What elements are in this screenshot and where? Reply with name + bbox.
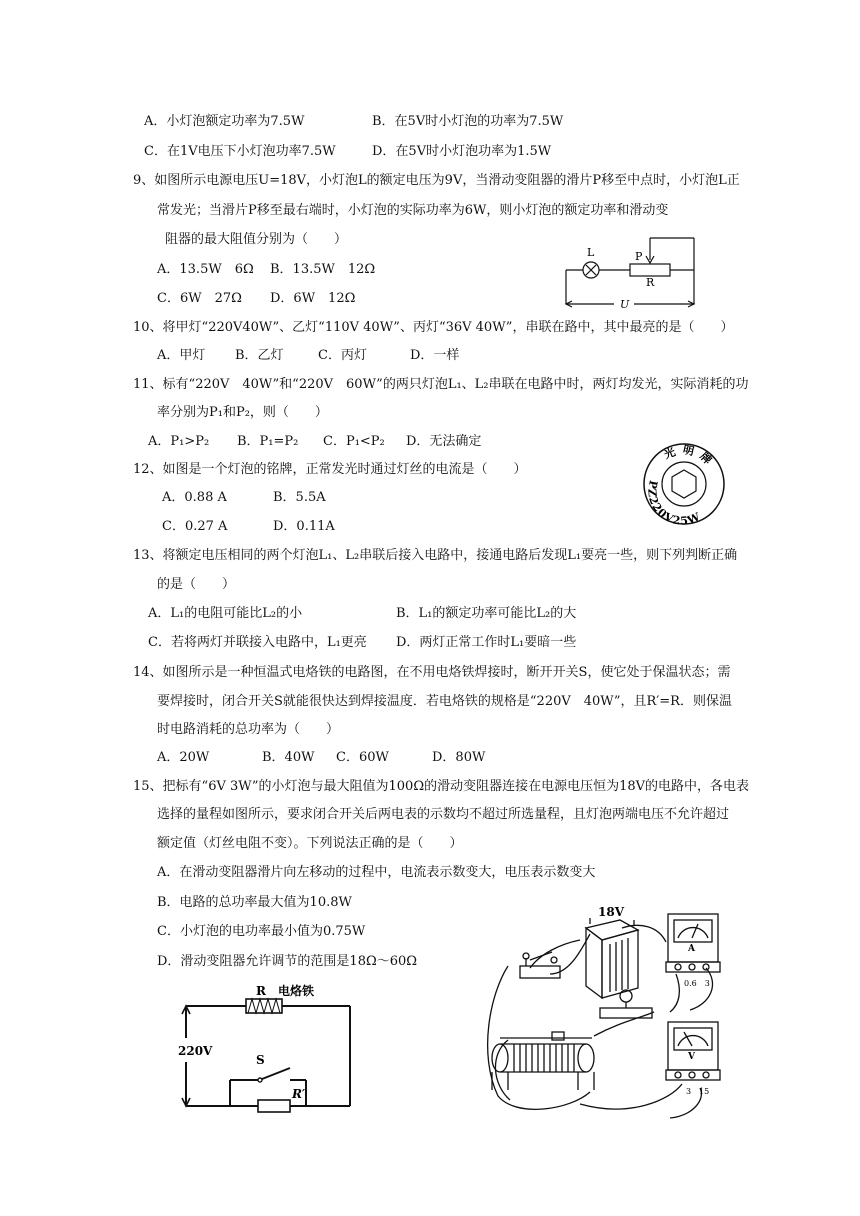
q9-option-c: C．6W 27Ω xyxy=(157,291,242,306)
q11-option-d: D．无法确定 xyxy=(406,434,482,449)
q14-option-d: D．80W xyxy=(432,750,486,765)
q15-text-line-3: 额定值（灯丝电阻不变）。下列说法正确的是（ ） xyxy=(157,836,463,851)
q14-label-resistor: R′ xyxy=(292,1087,306,1101)
q13-option-d: D．两灯正常工作时L₁要暗一些 xyxy=(396,635,577,650)
nameplate-rating: PZ220V25W xyxy=(645,479,703,528)
q15-option-d: D．滑动变阻器允许调节的范围是18Ω～60Ω xyxy=(157,954,418,969)
q8-option-b: B．在5V时小灯泡的功率为7.5W xyxy=(372,114,564,129)
q14-label-supply: 220V xyxy=(178,1044,213,1058)
q14-text-line-1: 14、如图所示是一种恒温式电烙铁的电路图，在不用电烙铁焊接时，断开开关S，使它处于保温状态；需 xyxy=(133,665,731,680)
q15-text-line-1: 15、把标有“6V 3W”的小灯泡与最大阻值为100Ω的滑动变阻器连接在电源电压恒为18V的电路中，各电表 xyxy=(133,779,750,794)
q8-option-a: A．小灯泡额定功率为7.5W xyxy=(144,114,305,129)
nameplate-brand: 光明牌 xyxy=(662,443,719,472)
q11-text-line-2: 率分别为P₁和P₂，则（ ） xyxy=(157,405,328,420)
q12-option-c: C．0.27 A xyxy=(162,519,228,534)
q15-label-ammeter-ranges: 0.6 3 xyxy=(684,979,710,988)
q14-label-heater: R 电烙铁 xyxy=(256,984,314,998)
voltmeter-icon xyxy=(666,1022,720,1080)
q15-label-voltmeter-ranges: 3 15 xyxy=(686,1087,710,1096)
q14-option-b: B．40W xyxy=(262,750,315,765)
q15-option-a: A．在滑动变阻器滑片向左移动的过程中，电流表示数变大，电压表示数变大 xyxy=(157,865,596,880)
q9-circuit-diagram xyxy=(558,232,700,314)
q11-option-a: A．P₁>P₂ xyxy=(148,434,210,449)
q10-text-line-1: 10、将甲灯“220V40W”、乙灯“110V 40W”、丙灯“36V 40W”，串联在路中，其中最亮的是（ ） xyxy=(133,320,734,335)
rheostat-icon xyxy=(630,264,670,276)
q10-option-d: D．一样 xyxy=(410,348,460,363)
q15-option-c: C．小灯泡的电功率最小值为0.75W xyxy=(157,924,366,939)
q9-text-line-3: 阻器的最大阻值分别为（ ） xyxy=(165,232,348,247)
q13-option-a: A．L₁的电阻可能比L₂的小 xyxy=(148,606,303,621)
q15-text-line-2: 选择的量程如图所示，要求闭合开关后两电表的示数均不超过所选量程，且灯泡两端电压不允许超过 xyxy=(157,807,730,822)
lamp-icon xyxy=(600,990,652,1018)
q9-label-u: U xyxy=(620,298,630,311)
q8-option-c: C．在1V电压下小灯泡功率7.5W xyxy=(144,144,336,159)
q9-option-d: D．6W 12Ω xyxy=(270,291,356,306)
q9-text-line-1: 9、如图所示电源电压U=18V，小灯泡L的额定电压为9V，当滑动变阻器的滑片P移至中点时，小灯泡L正 xyxy=(133,173,740,188)
q9-label-l: L xyxy=(587,246,595,259)
q15-label-battery: 18V xyxy=(598,905,625,919)
q10-option-a: A．甲灯 xyxy=(157,348,206,363)
q13-option-b: B．L₁的额定功率可能比L₂的大 xyxy=(396,606,577,621)
q13-option-c: C．若将两灯并联接入电路中，L₁更亮 xyxy=(148,635,367,650)
nameplate-hexagon-icon xyxy=(672,470,696,498)
q15-experiment-setup xyxy=(470,904,732,1126)
q15-label-ammeter: A xyxy=(688,944,695,954)
q14-text-line-2: 要焊接时，闭合开关S就能很快达到焊接温度．若电烙铁的规格是“220V 40W”，且R′=R．则保温 xyxy=(157,694,732,709)
switch-icon xyxy=(258,1078,262,1082)
q11-text-line-1: 11、标有“220V 40W”和“220V 60W”的两只灯泡L₁、L₂串联在电路中时，两灯均发光，实际消耗的功 xyxy=(133,377,749,392)
q14-label-switch: S xyxy=(256,1053,265,1067)
q15-label-voltmeter: V xyxy=(688,1052,695,1062)
q9-option-a: A．13.5W 6Ω xyxy=(157,262,254,277)
q9-text-line-2: 常发光；当滑片P移至最右端时，小灯泡的实际功率为6W，则小灯泡的额定功率和滑动变 xyxy=(157,203,669,218)
q15-option-b: B．电路的总功率最大值为10.8W xyxy=(157,895,352,910)
q12-bulb-nameplate xyxy=(640,440,730,528)
q12-text-line-1: 12、如图是一个灯泡的铭牌，正常发光时通过灯丝的电流是（ ） xyxy=(133,462,527,477)
q11-option-b: B．P₁=P₂ xyxy=(237,434,299,449)
q14-option-a: A．20W xyxy=(157,750,210,765)
q14-soldering-iron-circuit xyxy=(178,980,360,1118)
q9-label-r: R xyxy=(646,276,655,289)
q11-option-c: C．P₁<P₂ xyxy=(323,434,385,449)
q12-option-d: D．0.11A xyxy=(273,519,335,534)
q13-text-line-1: 13、将额定电压相同的两个灯泡L₁、L₂串联后接入电路中，接通电路后发现L₁要亮一些，则下列判断正确 xyxy=(133,548,738,563)
q12-option-a: A．0.88 A xyxy=(162,490,227,505)
q14-text-line-3: 时电路消耗的总功率为（ ） xyxy=(157,722,340,737)
q13-text-line-2: 的是（ ） xyxy=(157,577,236,592)
q14-option-c: C．60W xyxy=(336,750,389,765)
battery-icon xyxy=(586,918,638,998)
q9-label-p: P xyxy=(635,250,643,263)
q10-option-b: B．乙灯 xyxy=(235,348,284,363)
ammeter-icon xyxy=(666,914,720,972)
q10-option-c: C．丙灯 xyxy=(318,348,367,363)
resistor-r-prime-icon xyxy=(258,1100,290,1112)
q9-option-b: B．13.5W 12Ω xyxy=(270,262,376,277)
q8-option-d: D．在5V时小灯泡功率为1.5W xyxy=(372,144,552,159)
q12-option-b: B．5.5A xyxy=(273,490,326,505)
